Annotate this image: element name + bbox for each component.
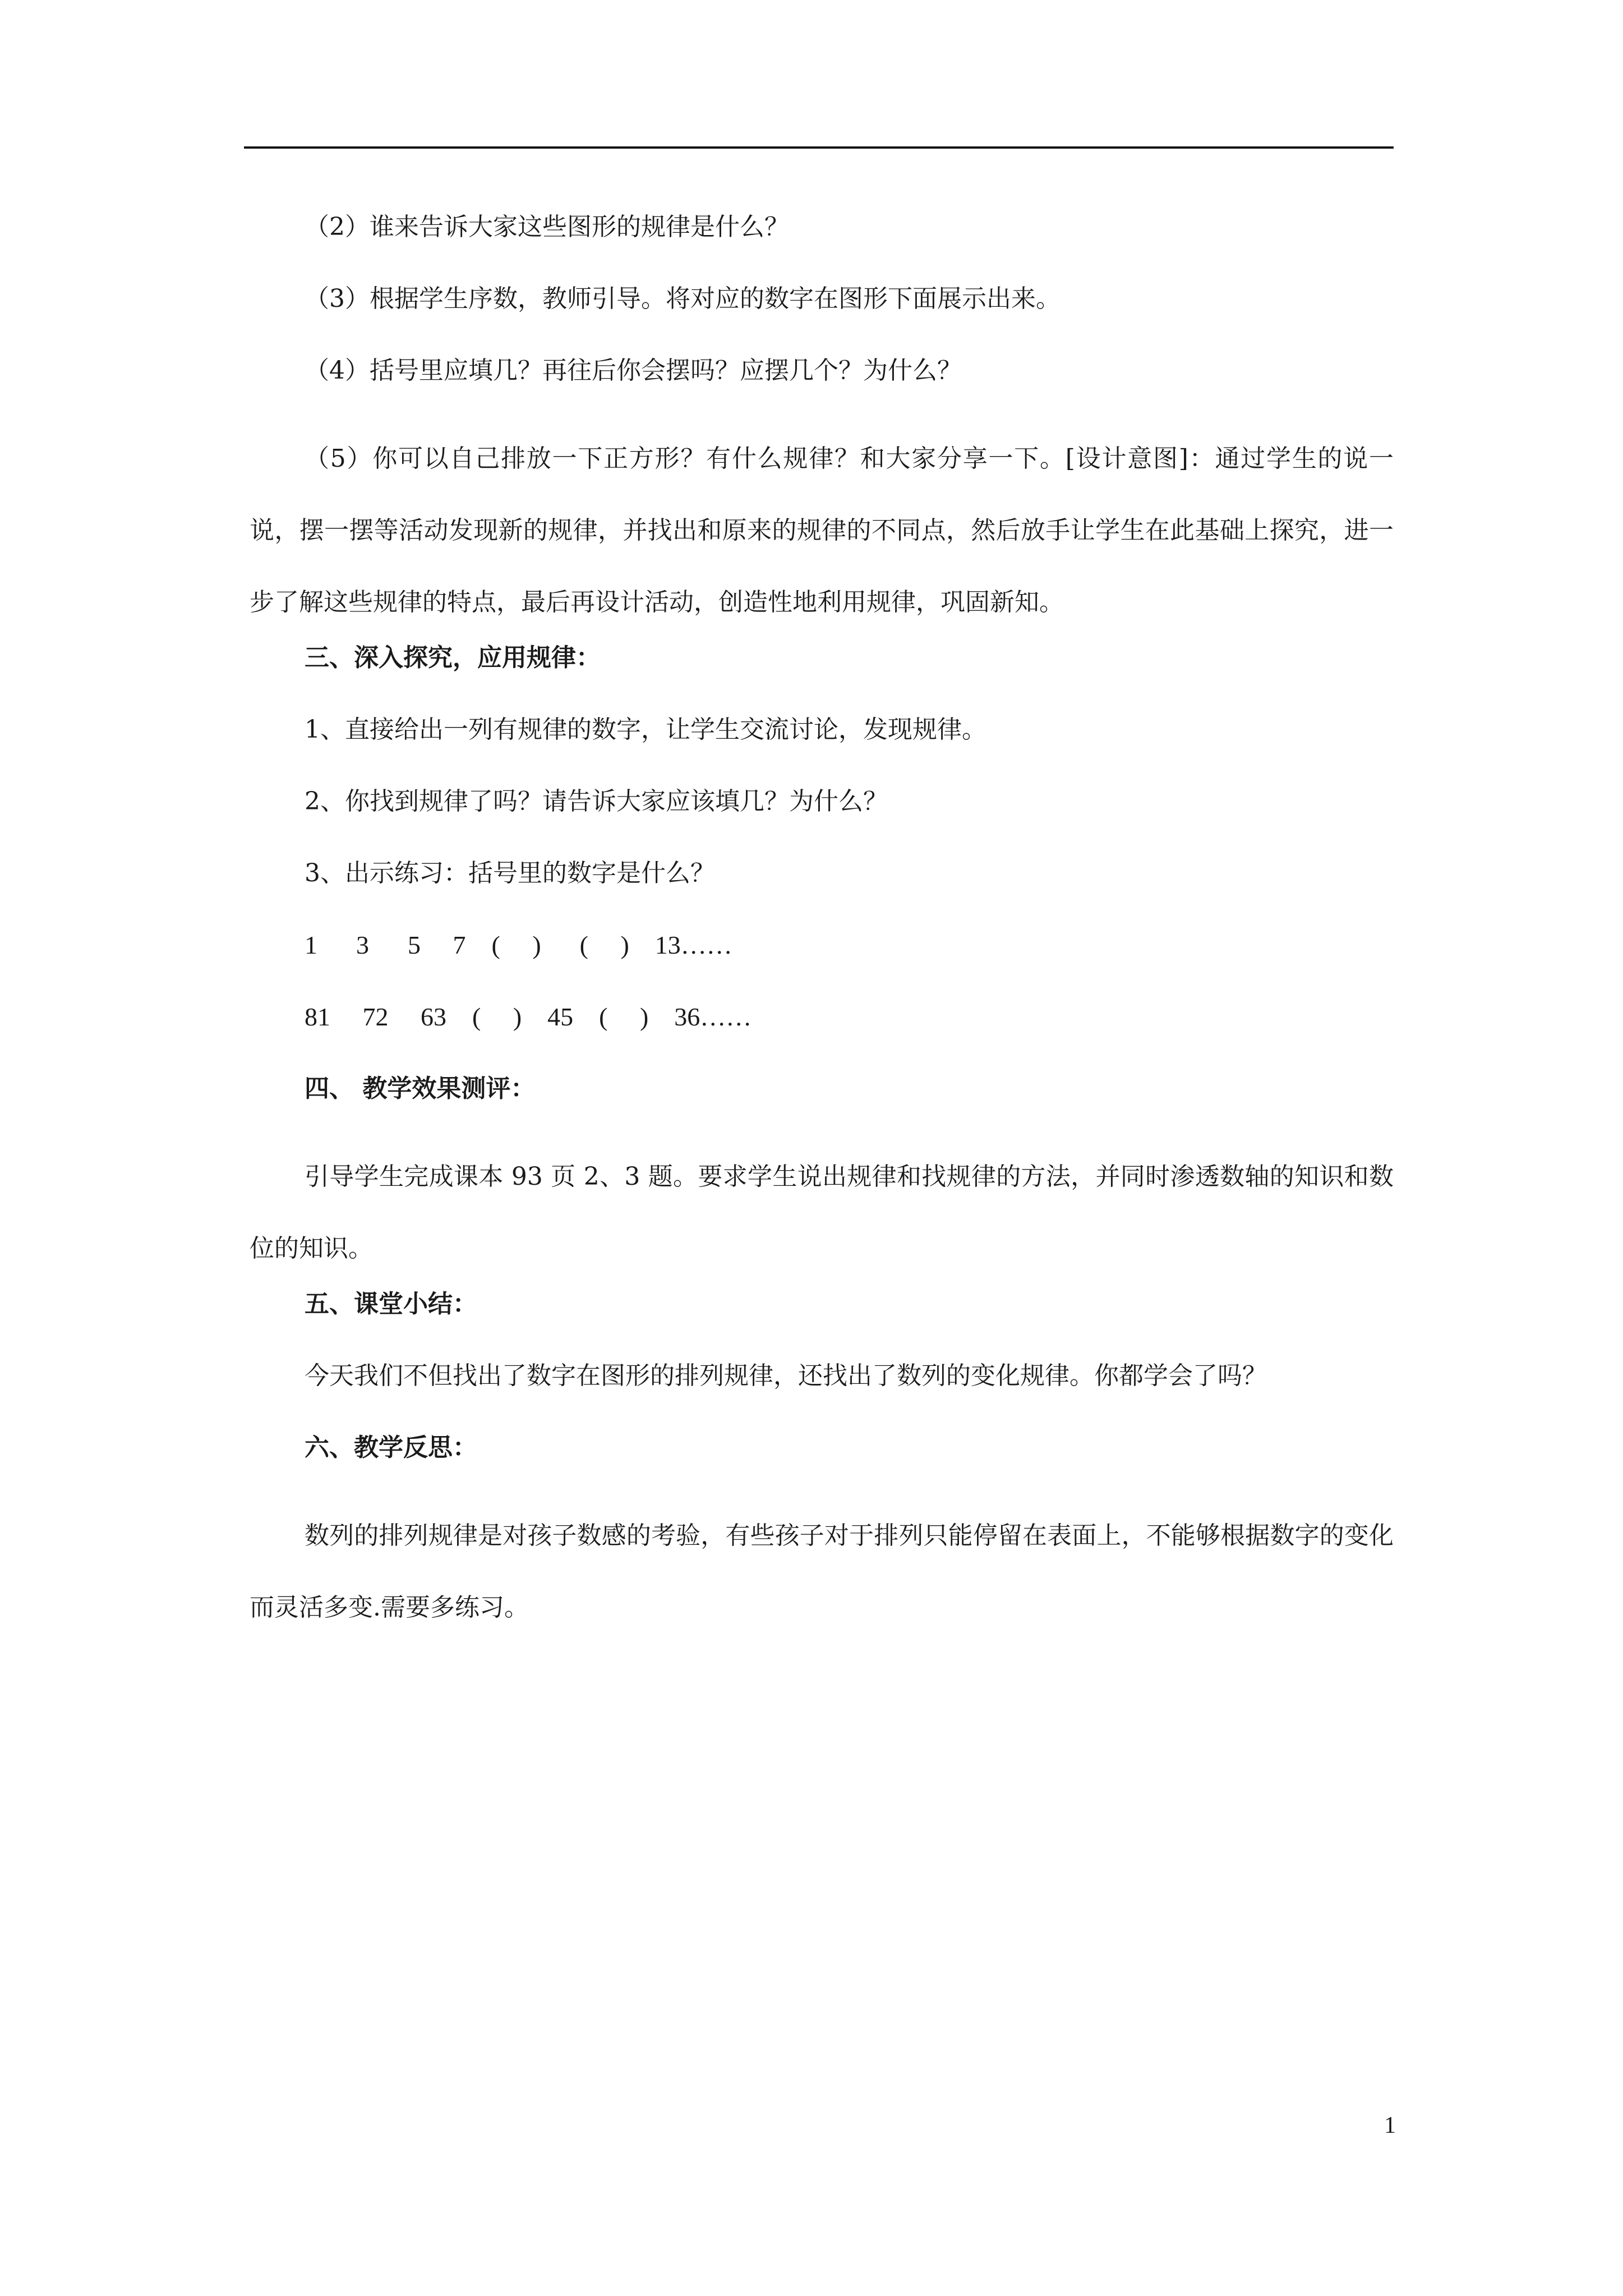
number-sequence-2: 81 72 63 ( ) 45 ( ) 36…… [305, 1002, 752, 1031]
document-body [250, 208, 1394, 1644]
step-2-text: （2）谁来告诉大家这些图形的规律是什么？ [305, 213, 789, 241]
section-6-heading: 六、教学反思： [305, 1433, 477, 1462]
section-3-heading: 三、深入探究，应用规律： [305, 643, 601, 672]
section-4-paragraph: 引导学生完成课本 93 页 2、3 题。要求学生说出规律和找规律的方法，并同时渗透数轴的知识和数位的知识。 [250, 1162, 1394, 1263]
section-3-item-1: 1、直接给出一列有规律的数字，让学生交流讨论，发现规律。 [305, 715, 986, 744]
step-5-paragraph: （5）你可以自己排放一下正方形？有什么规律？和大家分享一下。[设计意图]：通过学生的说一说，摆一摆等活动发现新的规律，并找出和原来的规律的不同点，然后放手让学生在此基础上探究，进一步了解这些规律的特点，最后再设计活动，创造性地利用规律，巩固新知。 [250, 444, 1394, 616]
header-rule [244, 146, 1394, 149]
section-3-item-3: 3、出示练习：括号里的数字是什么？ [305, 859, 715, 887]
step-3-text: （3）根据学生序数，教师引导。将对应的数字在图形下面展示出来。 [305, 284, 1061, 313]
section-6-paragraph: 数列的排列规律是对孩子数感的考验，有些孩子对于排列只能停留在表面上，不能够根据数字的变化而灵活多变.需要多练习。 [250, 1521, 1394, 1622]
step-4-text: （4）括号里应填几？再往后你会摆吗？应摆几个？为什么？ [305, 356, 962, 385]
number-sequence-1: 1 3 5 7 ( ) ( ) 13…… [305, 931, 732, 959]
page-number: 1 [1384, 2113, 1396, 2138]
section-5-paragraph: 今天我们不但找出了数字在图形的排列规律，还找出了数列的变化规律。你都学会了吗？ [305, 1361, 1267, 1390]
section-4-heading: 四、 教学效果测评： [305, 1074, 536, 1103]
section-5-heading: 五、课堂小结： [305, 1290, 477, 1318]
section-3-item-2: 2、你找到规律了吗？请告诉大家应该填几？为什么？ [305, 787, 888, 816]
